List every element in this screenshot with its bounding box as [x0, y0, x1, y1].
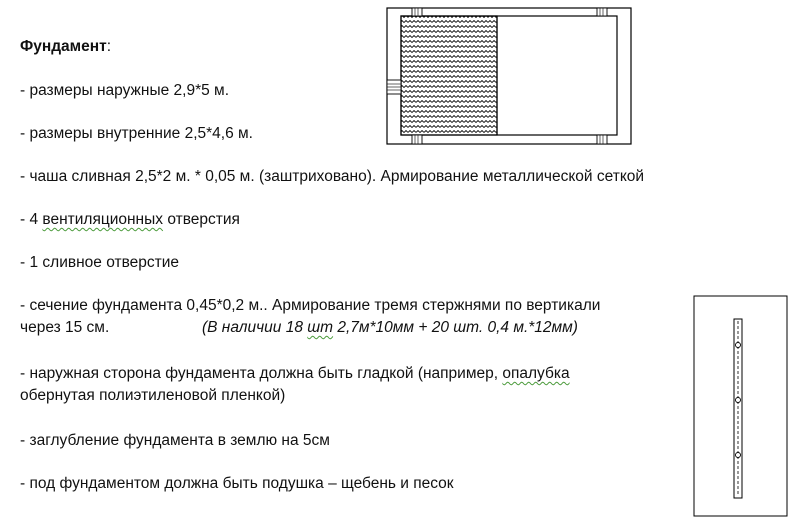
rebar-icon: [736, 343, 741, 348]
outer-side-word-opalubka: опалубка: [502, 365, 570, 382]
drain-hole-icon: [387, 80, 401, 94]
inner-size-line: - размеры внутренние 2,5*4,6 м.: [20, 125, 253, 142]
availability-sht: шт: [307, 319, 334, 336]
section-line-2-text: через 15 см.: [20, 319, 110, 336]
vents-word: вентиляционных: [42, 211, 164, 228]
heading-colon: :: [106, 38, 112, 55]
cushion-line: - под фундаментом должна быть подушка – щебень и песок: [20, 475, 454, 492]
drain-bowl-line: - чаша сливная 2,5*2 м. * 0,05 м. (заштриховано). Армирование металлической сеткой: [20, 168, 645, 185]
vent-hole-icon: [597, 8, 607, 16]
vents-suffix: отверстия: [163, 211, 240, 228]
depth-line: - заглубление фундамента в землю на 5см: [20, 432, 330, 449]
heading-text: Фундамент: [20, 38, 107, 55]
rebar-icon: [736, 453, 741, 458]
drain-bowl-hatch: [401, 16, 497, 135]
vents-prefix: - 4: [20, 211, 43, 228]
section-drawing-icon: [694, 296, 787, 516]
availability-rest: 2,7м*10мм + 20 шт. 0,4 м.*12мм): [333, 319, 578, 336]
section-line-1: - сечение фундамента 0,45*0,2 м.. Армирование тремя стержнями по вертикали: [20, 297, 601, 314]
section-frame: [694, 296, 787, 516]
outer-size-line: - размеры наружные 2,9*5 м.: [20, 82, 230, 99]
rebar-icon: [736, 398, 741, 403]
vent-hole-icon: [412, 8, 422, 16]
outer-side-line-2: обернутая полиэтиленовой пленкой): [20, 387, 286, 404]
availability-open: (В наличии 18: [202, 319, 308, 336]
vent-hole-icon: [412, 135, 422, 144]
vent-hole-icon: [597, 135, 607, 144]
drain-hole-line: - 1 сливное отверстие: [20, 254, 179, 271]
plan-drawing-icon: [387, 8, 631, 144]
outer-side-text-a: - наружная сторона фундамента должна быть гладкой (например,: [20, 365, 503, 382]
